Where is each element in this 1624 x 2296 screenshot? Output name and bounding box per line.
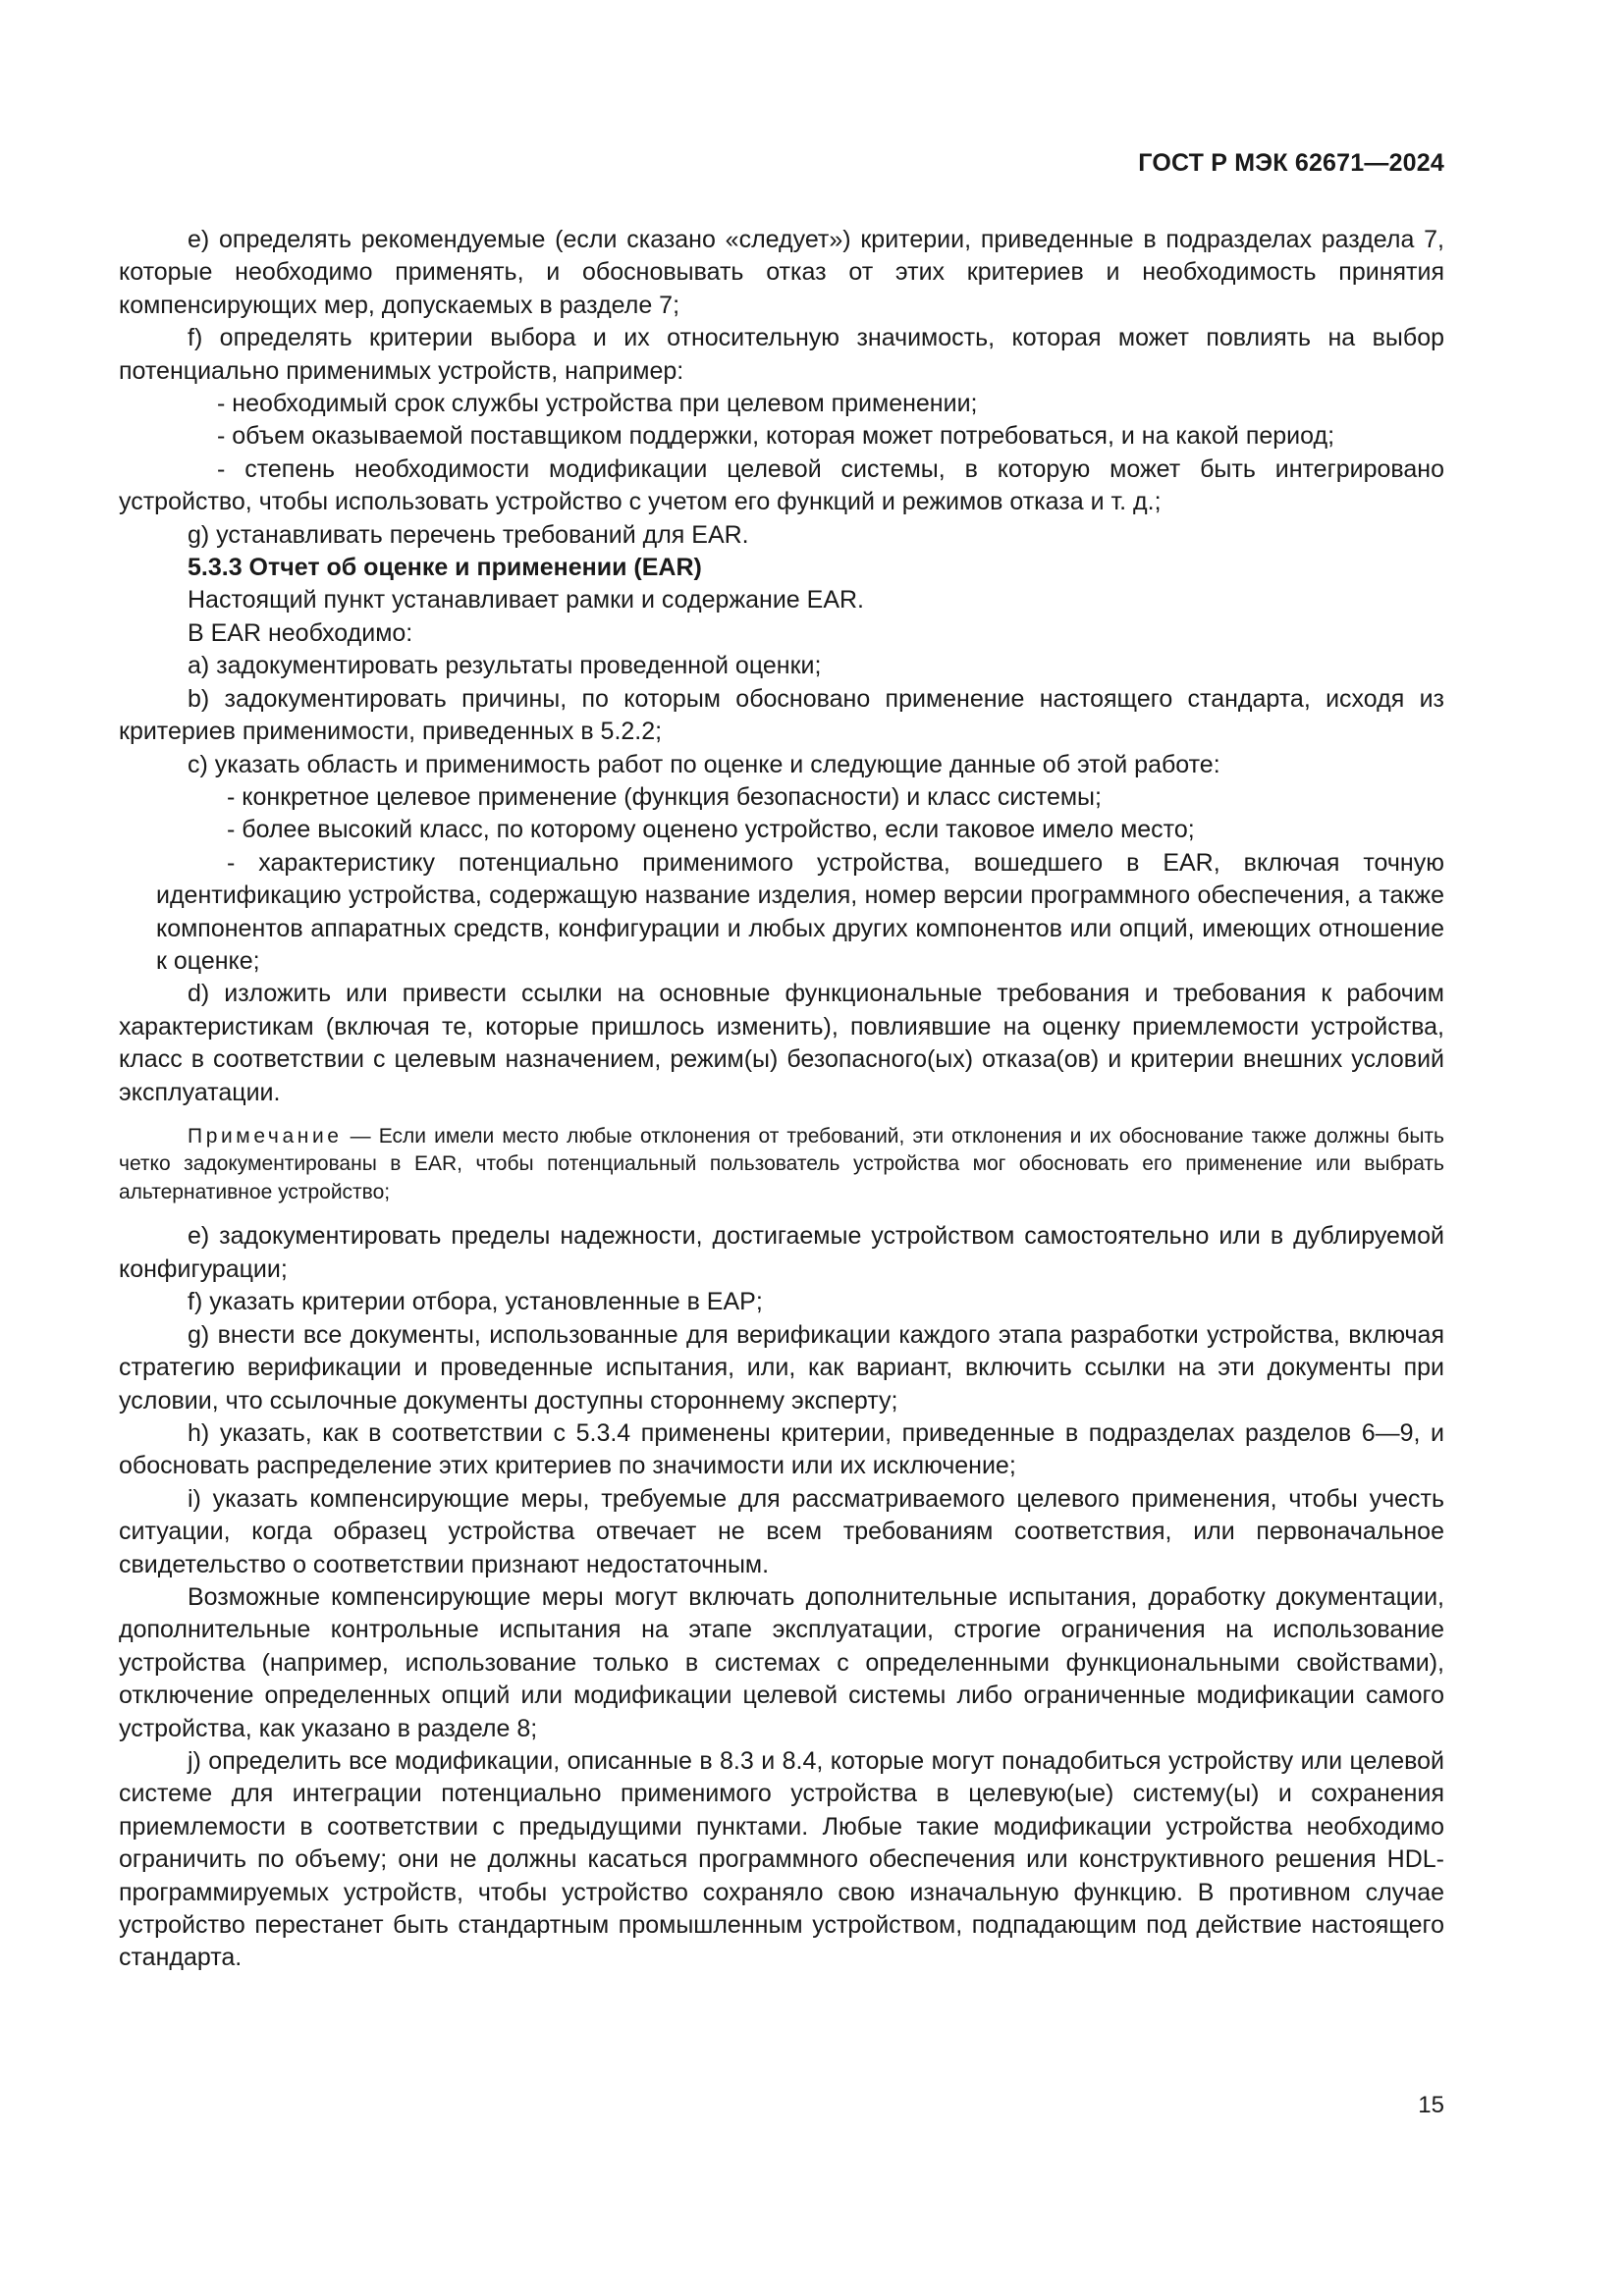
list-item-f2: f) указать критерии отбора, установленные в EAP; [188,1288,763,1316]
paragraph: В EAR необходимо: [188,618,413,647]
list-item-a: a) задокументировать результаты проведенной оценки; [188,652,822,680]
note-label: Примечание [188,1124,343,1148]
section-heading: 5.3.3 Отчет об оценке и применении (EAR) [188,554,702,582]
note-text: — Если имели место любые отклонения от требований, эти отклонения и их обоснование также должны быть четко задокументированы в EAR, чтобы потенциальный пользователь устройства мог обосновать его применение или выбрать альтернативное устройство; [119,1124,1444,1203]
list-item-i: i) указать компенсирующие меры, требуемые для рассматриваемого целевого применения, чтобы учесть ситуации, когда образец устройства отвечает не всем требованиям соответствия, или первоначальное свидетельство о соответствии признают недостаточным. [119,1484,1444,1578]
page-number: 15 [1418,2092,1444,2118]
list-item-e2: e) задокументировать пределы надежности, достигаемые устройством самостоятельно или в дублируемой конфигурации; [119,1222,1444,1283]
list-item-d: d) изложить или привести ссылки на основные функциональные требования и требования к рабочим характеристикам (включая те, которые пришлось изменить), повлиявшие на оценку приемлемости устройства, класс в соответствии с целевым назначением, режим(ы) безопасного(ых) отказа(ов) и критерии внешних условий эксплуатации. [119,980,1444,1106]
dash-item: - объем оказываемой поставщиком поддержки, которая может потребоваться, и на какой период; [217,422,1335,451]
note [119,1123,1444,1207]
paragraph: Настоящий пункт устанавливает рамки и содержание EAR. [188,586,864,614]
list-item-b: b) задокументировать причины, по которым обосновано применение настоящего стандарта, исходя из критериев применимости, приведенных в 5.2.2; [119,684,1444,746]
dash-item: - более высокий класс, по которому оценено устройство, если таковое имело место; [227,816,1195,844]
dash-item: - степень необходимости модификации целевой системы, в которую может быть интегрировано устройство, чтобы использовать устройство с учетом его функций и режимов отказа и т. д.; [119,454,1444,516]
paragraph: Возможные компенсирующие меры могут включать дополнительные испытания, доработку документации, дополнительные контрольные испытания на этапе эксплуатации, строгие ограничения на использование устройства (например, использование только в системах с определенными функциональными свойствами), отключение определенных опций или модификации целевой системы либо ограниченные модификации самого устройства, как указано в разделе 8; [119,1582,1444,1742]
list-item-c: c) указать область и применимость работ по оценке и следующие данные об этой работе: [188,750,1220,778]
list-item-j: j) определить все модификации, описанные в 8.3 и 8.4, которые могут понадобиться устройству или целевой системе для интеграции потенциально применимого устройства в целевую(ые) систему(ы) и сохранения приемлемости в соответствии с предыдущими пунктами. Любые такие модификации устройства необходимо ограничить по объему; они не должны касаться программного обеспечения или конструктивного решения HDL-программируемых устройств, чтобы устройство сохраняло свою изначальную функцию. В противном случае устройство перестанет быть стандартным промышленным устройством, подпадающим под действие настоящего стандарта. [119,1746,1444,1972]
list-item-g2: g) внести все документы, использованные для верификации каждого этапа разработки устройства, включая стратегию верификации и проведенные испытания, или, как вариант, включить ссылки на эти документы при условии, что ссылочные документы доступны стороннему эксперту; [119,1320,1444,1415]
list-item-f: f) определять критерии выбора и их относительную значимость, которая может повлиять на выбор потенциально применимых устройств, например: [119,324,1444,385]
list-item-g: g) устанавливать перечень требований для EAR. [188,520,749,549]
list-item-e: e) определять рекомендуемые (если сказано «следует») критерии, приведенные в подразделах раздела 7, которые необходимо применять, и обосновывать отказ от этих критериев и необходимость принятия компенсирующих мер, допускаемых в разделе 7; [119,226,1444,319]
list-item-h: h) указать, как в соответствии с 5.3.4 применены критерии, приведенные в подразделах разделов 6—9, и обосновать распределение этих критериев по значимости или их исключение; [119,1418,1444,1480]
document-header: ГОСТ Р МЭК 62671—2024 [1138,149,1444,177]
dash-item: - характеристику потенциально применимого устройства, вошедшего в EAR, включая точную идентификацию устройства, содержащую название изделия, номер версии программного обеспечения, а также компонентов аппаратных средств, конфигурации и любых других компонентов или опций, имеющих отношение к оценке; [156,848,1444,975]
document-body [119,224,1444,1975]
dash-item: - необходимый срок службы устройства при целевом применении; [217,390,978,418]
dash-item: - конкретное целевое применение (функция безопасности) и класс системы; [227,782,1102,811]
